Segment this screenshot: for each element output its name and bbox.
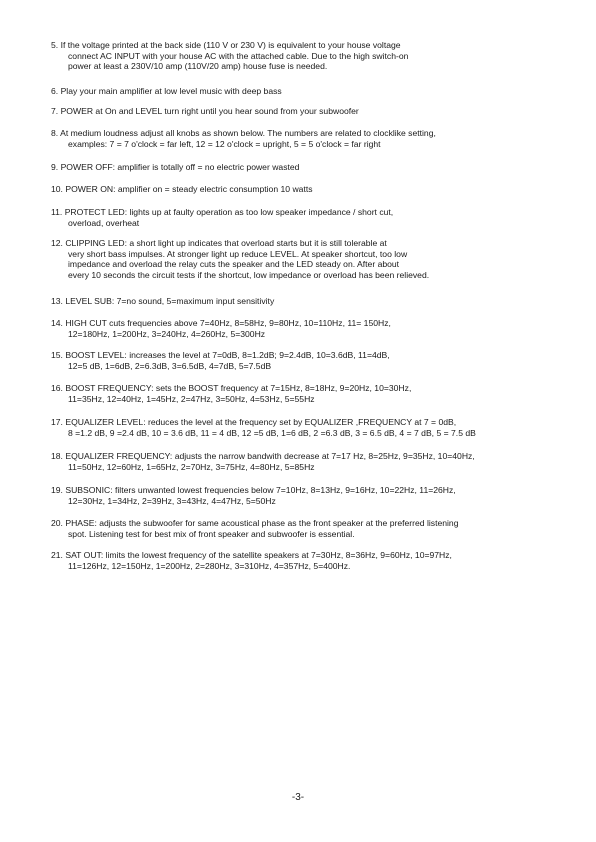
list-item-text: EQUALIZER LEVEL: reduces the level at the frequency set by EQUALIZER ,FREQUENCY at 7 = 0dB, <box>65 417 457 427</box>
list-item-first-line <box>51 128 571 139</box>
list-item-number: 19. <box>51 485 63 495</box>
list-item <box>51 184 571 195</box>
list-item-first-line <box>51 451 571 462</box>
list-item-continuation-line: very short bass impulses. At stronger light up reduce LEVEL. At speaker shortcut, too low <box>68 248 408 259</box>
list-item-continuation-line: every 10 seconds the circuit tests if the shortcut, low impedance or overload has been relieved. <box>68 269 430 280</box>
list-item-continuation-line: 12=180Hz, 1=200Hz, 3=240Hz, 4=260Hz, 5=300Hz <box>68 328 266 339</box>
list-item-text: PROTECT LED: lights up at faulty operation as too low speaker impedance / short cut, <box>64 207 394 217</box>
list-item-number: 11. <box>51 207 63 217</box>
list-item-text: PHASE: adjusts the subwoofer for same acoustical phase as the front speaker at the preferred listening <box>65 518 459 528</box>
list-item-first-line <box>51 485 571 496</box>
list-item-text: POWER at On and LEVEL turn right until you hear sound from your subwoofer <box>60 106 359 116</box>
list-item-first-line <box>51 296 571 307</box>
list-item-text: BOOST FREQUENCY: sets the BOOST frequency at 7=15Hz, 8=18Hz, 9=20Hz, 10=30Hz, <box>65 383 412 393</box>
list-item-number: 5. <box>51 40 59 50</box>
list-item-continuation-line: 11=50Hz, 12=60Hz, 1=65Hz, 2=70Hz, 3=75Hz, 4=80Hz, 5=85Hz <box>68 461 315 472</box>
list-item-first-line <box>51 184 571 195</box>
list-item-text: Play your main amplifier at low level music with deep bass <box>60 86 282 96</box>
list-item-continuation-line: examples: 7 = 7 o'clock = far left, 12 = 12 o'clock = upright, 5 = 5 o'clock = far right <box>68 138 381 149</box>
list-item <box>51 383 571 404</box>
list-item-text: POWER ON: amplifier on = steady electric consumption 10 watts <box>65 184 313 194</box>
list-item-number: 7. <box>51 106 59 116</box>
list-item-number: 12. <box>51 238 63 248</box>
list-item <box>51 40 571 72</box>
list-item <box>51 207 571 228</box>
list-item-number: 15. <box>51 350 63 360</box>
list-item-continuation-line: spot. Listening test for best mix of front speaker and subwoofer is essential. <box>68 528 355 539</box>
list-item <box>51 238 571 280</box>
list-item-first-line <box>51 550 571 561</box>
list-item-text: BOOST LEVEL: increases the level at 7=0dB, 8=1.2dB; 9=2.4dB, 10=3.6dB, 11=4dB, <box>65 350 390 360</box>
list-item <box>51 296 571 307</box>
list-item-first-line <box>51 207 571 218</box>
list-item-number: 14. <box>51 318 63 328</box>
list-item-text: At medium loudness adjust all knobs as shown below. The numbers are related to clocklike setting, <box>60 128 436 138</box>
list-item-continuation-line: 12=30Hz, 1=34Hz, 2=39Hz, 3=43Hz, 4=47Hz, 5=50Hz <box>68 495 276 506</box>
list-item-number: 10. <box>51 184 63 194</box>
page-number: -3- <box>291 792 305 803</box>
list-item-continuation-line: 11=35Hz, 12=40Hz, 1=45Hz, 2=47Hz, 3=50Hz, 4=53Hz, 5=55Hz <box>68 393 315 404</box>
list-item-text: SUBSONIC: filters unwanted lowest frequencies below 7=10Hz, 8=13Hz, 9=16Hz, 10=22Hz, 11=26Hz, <box>65 485 456 495</box>
list-item <box>51 485 571 506</box>
list-item <box>51 350 571 371</box>
list-item <box>51 518 571 539</box>
list-item-number: 9. <box>51 162 59 172</box>
list-item-number: 18. <box>51 451 63 461</box>
list-item-number: 6. <box>51 86 59 96</box>
list-item-text: LEVEL SUB: 7=no sound, 5=maximum input sensitivity <box>65 296 275 306</box>
list-item-first-line <box>51 238 571 249</box>
list-item <box>51 318 571 339</box>
list-item-continuation-line: connect AC INPUT with your house AC with the attached cable. Due to the high switch-on <box>68 50 409 61</box>
list-item-continuation-line: 8 =1.2 dB, 9 =2.4 dB, 10 = 3.6 dB, 11 = 4 dB, 12 =5 dB, 1=6 dB, 2 =6.3 dB, 3 = 6.5 dB, 4 = 7 dB, 5 = 7.5 dB <box>68 427 476 438</box>
list-item-continuation-line: power at least a 230V/10 amp (110V/20 amp) house fuse is needed. <box>68 61 328 72</box>
list-item-continuation-line: impedance and overload the relay cuts the speaker and the LED steady on. After about <box>68 259 400 270</box>
list-item-continuation-line: overload, overheat <box>68 217 140 228</box>
list-item-number: 17. <box>51 417 63 427</box>
list-item-number: 16. <box>51 383 63 393</box>
list-item-continuation-line: 12=5 dB, 1=6dB, 2=6.3dB, 3=6.5dB, 4=7dB, 5=7.5dB <box>68 360 272 371</box>
list-item-first-line <box>51 40 571 51</box>
list-item-text: SAT OUT: limits the lowest frequency of the satellite speakers at 7=30Hz, 8=36Hz, 9=60Hz, 10=97Hz, <box>65 550 452 560</box>
list-item <box>51 451 571 472</box>
list-item-first-line <box>51 86 571 97</box>
list-item-text: If the voltage printed at the back side (110 V or 230 V) is equivalent to your house voltage <box>60 40 401 50</box>
list-item <box>51 162 571 173</box>
list-item-number: 13. <box>51 296 63 306</box>
list-item-number: 21. <box>51 550 63 560</box>
list-item-number: 8. <box>51 128 59 138</box>
list-item-first-line <box>51 318 571 329</box>
list-item-text: CLIPPING LED: a short light up indicates that overload starts but it is still tolerable at <box>65 238 387 248</box>
list-item <box>51 417 571 438</box>
list-item-first-line <box>51 106 571 117</box>
list-item-continuation-line: 11=126Hz, 12=150Hz, 1=200Hz, 2=280Hz, 3=310Hz, 4=357Hz, 5=400Hz. <box>68 560 351 571</box>
list-item-text: EQUALIZER FREQUENCY: adjusts the narrow bandwith decrease at 7=17 Hz, 8=25Hz, 9=35Hz, 10=40Hz, <box>65 451 475 461</box>
list-item-first-line <box>51 518 571 529</box>
list-item-number: 20. <box>51 518 63 528</box>
list-item <box>51 128 571 149</box>
list-item <box>51 86 571 97</box>
list-item-text: HIGH CUT cuts frequencies above 7=40Hz, 8=58Hz, 9=80Hz, 10=110Hz, 11= 150Hz, <box>65 318 391 328</box>
list-item-first-line <box>51 350 571 361</box>
list-item <box>51 550 571 571</box>
list-item <box>51 106 571 117</box>
list-item-first-line <box>51 383 571 394</box>
list-item-first-line <box>51 417 571 428</box>
list-item-text: POWER OFF: amplifier is totally off = no electric power wasted <box>60 162 300 172</box>
list-item-first-line <box>51 162 571 173</box>
